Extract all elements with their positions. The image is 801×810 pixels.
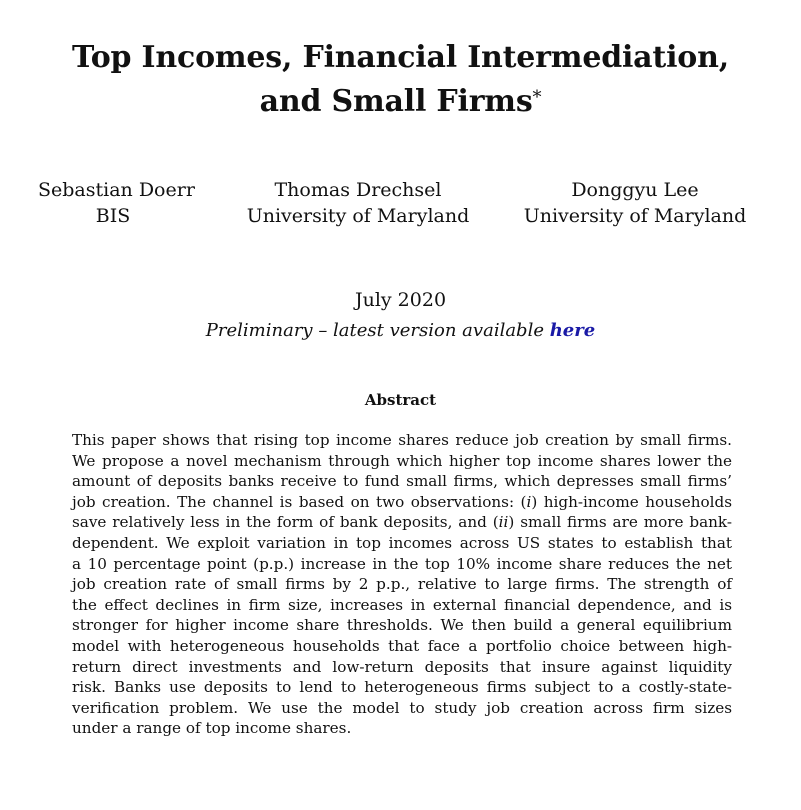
author-name: Sebastian Doerr: [38, 179, 195, 201]
author-list: [0, 177, 801, 237]
author-block: [237, 177, 479, 229]
abstract-line: amount of deposits banks receive to fund small firms, which depresses small firms’: [72, 472, 732, 491]
publication-date: July 2020: [354, 289, 447, 311]
abstract-line: verification problem. We use the model to study job creation across firm sizes: [72, 698, 732, 717]
author-block: [515, 177, 755, 229]
abstract-line: This paper shows that rising top income shares reduce job creation by small firms.: [72, 431, 732, 449]
abstract-body: [72, 430, 732, 739]
author-affiliation: BIS: [95, 205, 131, 227]
abstract-line: dependent. We exploit variation in top incomes across US states to establish that: [72, 533, 732, 552]
author-name: Donggyu Lee: [571, 179, 699, 201]
abstract-line: stronger for higher income share thresholds. We then build a general equilibrium: [72, 616, 732, 635]
abstract-line: risk. Banks use deposits to lend to heterogeneous firms subject to a costly-state-: [72, 678, 732, 697]
abstract-line: model with heterogeneous households that face a portfolio choice between high-: [72, 636, 732, 655]
abstract-line: return direct investments and low-return deposits that insure against liquidity: [72, 657, 732, 676]
title-line-2-text: and Small Firms: [259, 84, 533, 119]
author-block: [38, 177, 195, 229]
abstract-line: the effect declines in firm size, increases in external financial dependence, and is: [72, 595, 732, 614]
latest-version-link[interactable]: here: [549, 320, 596, 341]
abstract-line: job creation. The channel is based on two observations: (i) high-income households: [72, 492, 732, 511]
version-note: [0, 318, 801, 344]
abstract-line: job creation rate of small firms by 2 p.p., relative to large firms. The strength of: [72, 575, 732, 594]
title-line-1: Top Incomes, Financial Intermediation,: [72, 40, 729, 75]
author-affiliation: University of Maryland: [523, 205, 747, 227]
paper-title: [0, 36, 801, 124]
abstract-line: save relatively less in the form of bank deposits, and (ii) small firms are more bank-: [72, 513, 732, 532]
author-name: Thomas Drechsel: [274, 179, 442, 201]
title-footnote-mark[interactable]: *: [532, 87, 542, 108]
abstract-line: under a range of top income shares.: [72, 719, 352, 738]
title-line-2: [0, 80, 801, 124]
abstract-line: a 10 percentage point (p.p.) increase in the top 10% income share reduces the net: [72, 554, 732, 573]
abstract-line: We propose a novel mechanism through which higher top income shares lower the: [72, 451, 732, 470]
author-affiliation: University of Maryland: [246, 205, 470, 227]
abstract-heading: Abstract: [364, 391, 437, 409]
version-note-text: Preliminary – latest version available: [205, 320, 550, 341]
